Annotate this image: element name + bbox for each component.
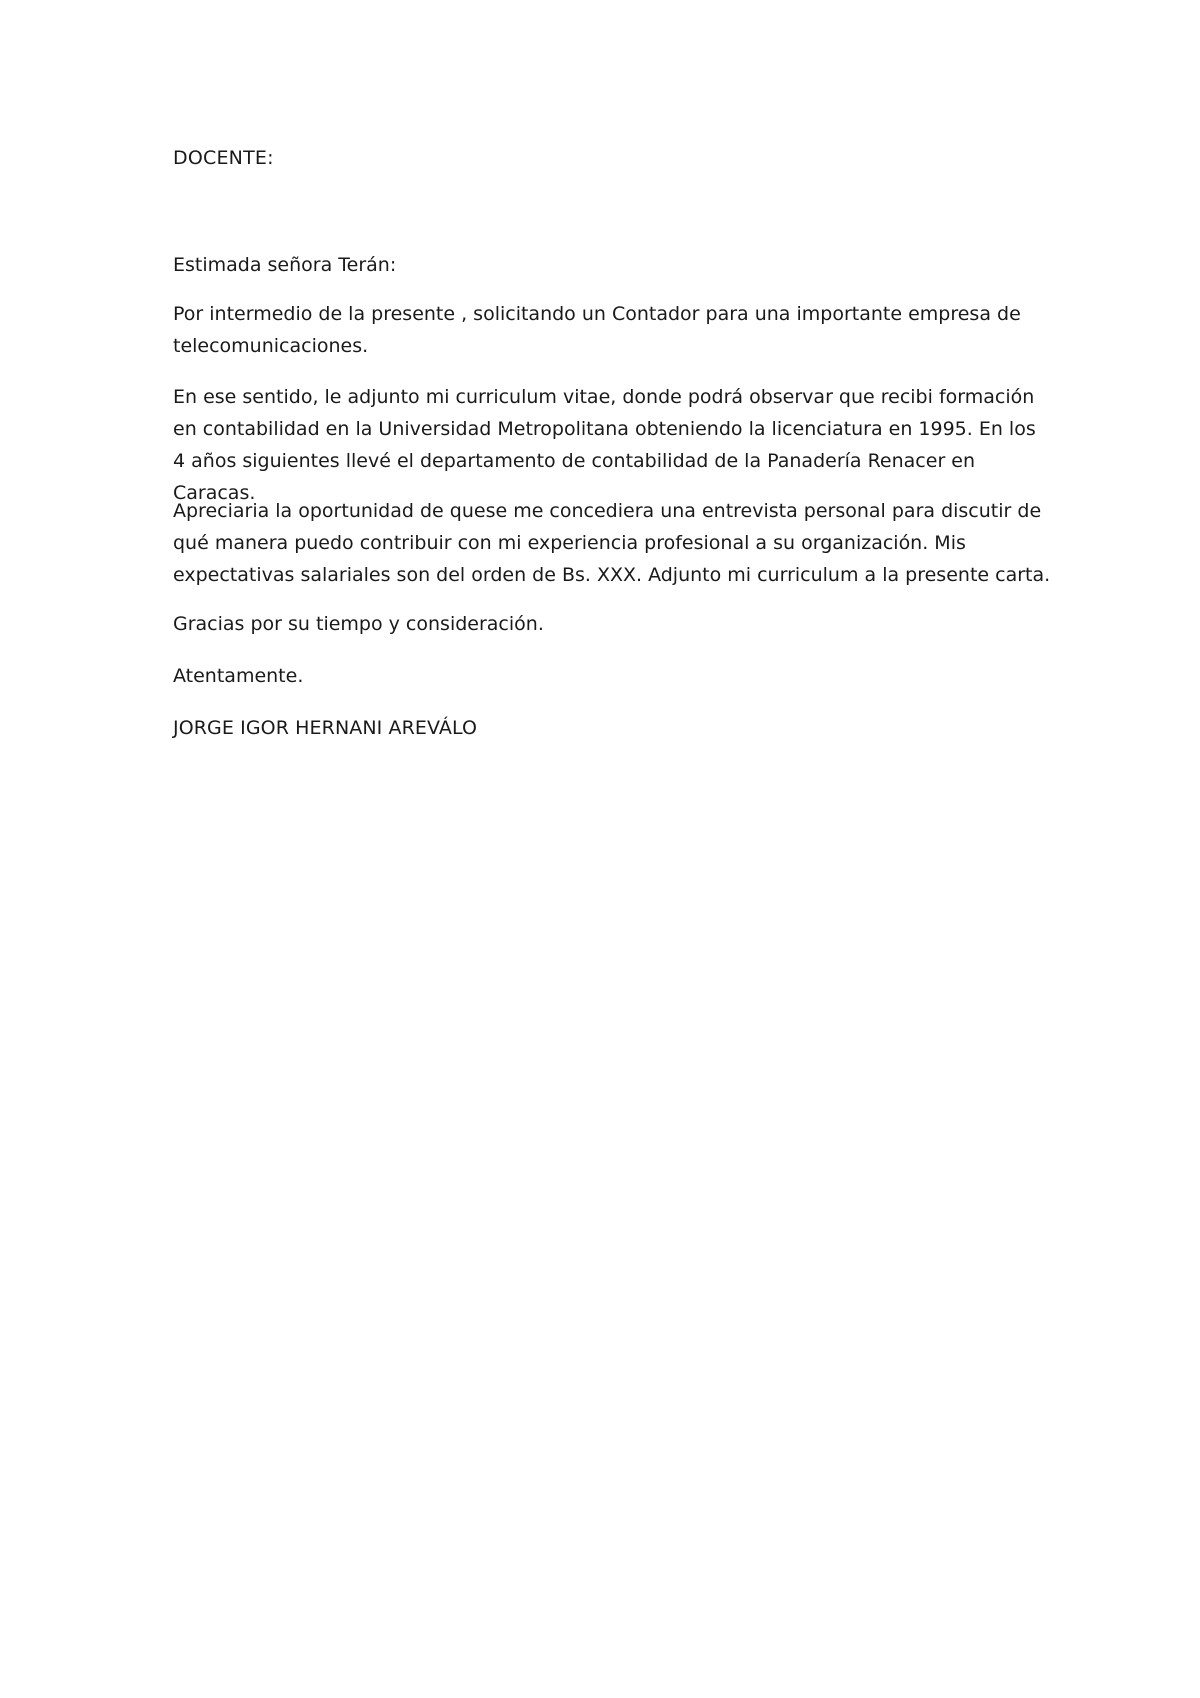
letter-paragraph-intro: Por intermedio de la presente , solicitando un Contador para una importante empresa de telecomunicaciones. (173, 303, 1021, 357)
letter-signature: JORGE IGOR HERNANI AREVÁLO (173, 717, 478, 739)
letter-heading: DOCENTE: (173, 147, 274, 169)
letter-paragraph-background: En ese sentido, le adjunto mi curriculum vitae, donde podrá observar que recibi formación en contabilidad en la Universidad Metropolitana obteniendo la licenciatura en 1995. En los 4 años siguientes llevé el departamento de contabilidad de la Panadería Renacer en Caracas. (173, 386, 1036, 504)
letter-paragraph-request: Apreciaria la oportunidad de quese me concediera una entrevista personal para discutir de qué manera puedo contribuir con mi experiencia profesional a su organización. Mis expectativas salariales son del orden de Bs. XXX. Adjunto mi curriculum a la presente carta. (173, 500, 1051, 586)
letter-paragraph-thanks: Gracias por su tiempo y consideración. (173, 613, 544, 635)
letter-closing: Atentamente. (173, 665, 304, 687)
letter-salutation: Estimada señora Terán: (173, 254, 397, 276)
